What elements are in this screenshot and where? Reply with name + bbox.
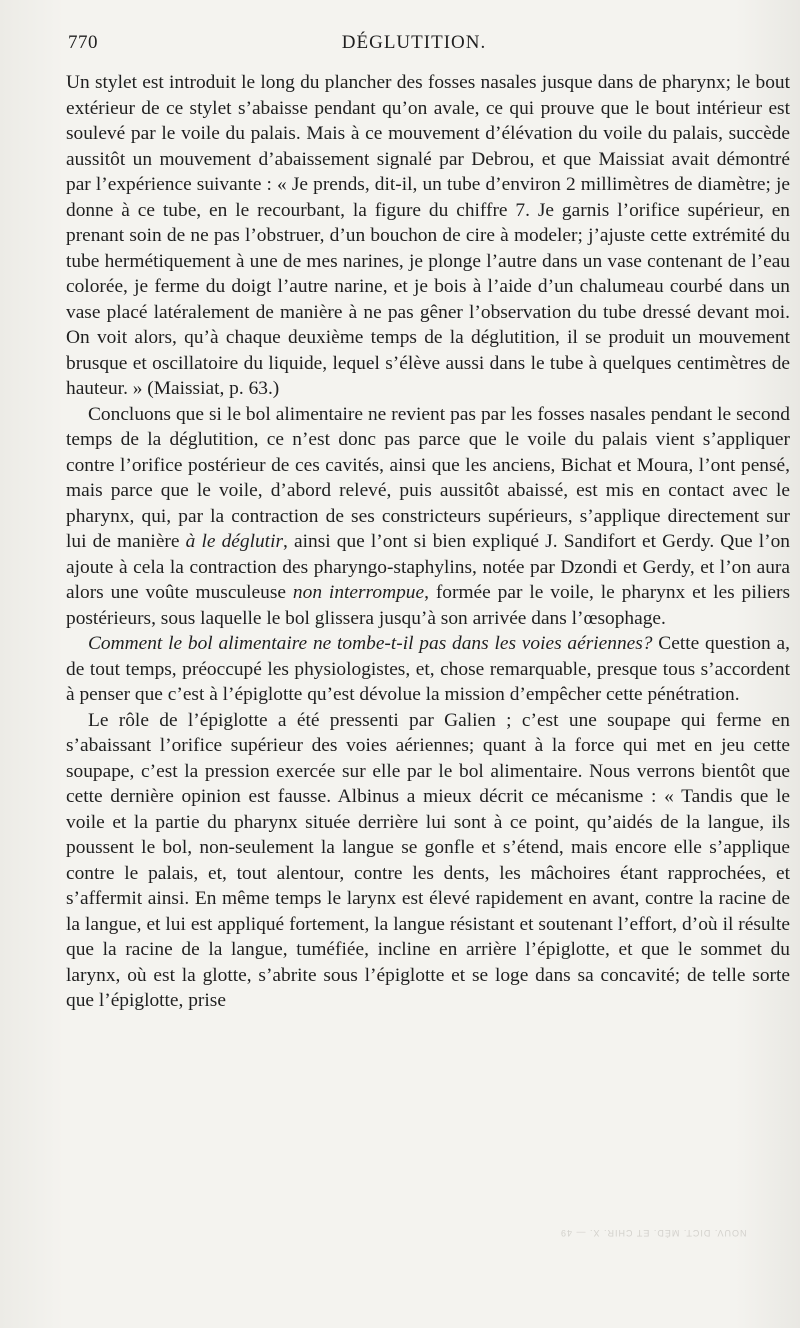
page-number: 770 <box>68 32 98 53</box>
paragraph-3 <box>66 631 790 708</box>
paragraph-4 <box>66 708 790 1014</box>
paragraph-2-italic-b: non interrompue <box>292 582 425 603</box>
paragraph-3-text: Cette question a, de tout temps, préoccupé les physiologistes, et, chose remarquable, presque tous s’accordent à penser que c’est à l’épiglotte qu’est dévolue la mission d’empêcher cette pénétration. <box>66 633 790 705</box>
paragraph-1-text: Un stylet est introduit le long du plancher des fosses nasales jusque dans de pharynx; le bout extérieur de ce stylet s’abaisse pendant qu’on avale, ce qui prouve que le bout intérieur est soulevé par le voile du palais. Mais à ce mouvement d’élévation du voile du palais, succède aussitôt un mouvement d’abaissement signalé par Debrou, et que Maissiat avait démontré par l’expérience suivante : « Je prends, dit-il, un tube d’environ 2 millimètres de diamètre; je donne à ce tube, en le recourbant, la figure du chiffre 7. Je garnis l’orifice supérieur, en prenant soin de ne pas l’obstruer, d’un bouchon de cire à modeler; j’ajuste cette extrémité du tube hermétiquement à une de mes narines, je plonge l’autre dans un vase contenant de l’eau colorée, je ferme du doigt l’autre narine, et je bois à l’aide d’un chalumeau courbé dans un vase placé latéralement de manière à ne pas gêner l’observation du tube dressé devant moi. On voit alors, qu’à chaque deuxième temps de la déglutition, il se produit un mouvement brusque et oscillatoire du liquide, lequel s’élève aussi dans le tube à quelques centimètres de hauteur. » (Maissiat, p. 63.) <box>66 72 790 399</box>
footer-bleed-through: NOUV. DICT. MÉD. ET CHIR. X. — 49 <box>560 1228 747 1238</box>
body-text <box>66 70 790 1014</box>
paragraph-2-text-a: Concluons que si le bol alimentaire ne revient pas par les fosses nasales pendant le second temps de la déglutition, ce n’est donc pas parce que le voile du palais vient s’appliquer contre l’orifice postérieur de ces cavités, ainsi que les anciens, Bichat et Moura, l’ont pensé, mais parce que le voile, d’abord relevé, puis aussitôt abaissé, est mis en contact avec le pharynx, qui, par la contraction de ses constricteurs supérieurs, s’applique directement sur lui de manière <box>66 403 790 552</box>
paragraph-2-text-b: , ainsi que l’ont si bien expliqué J. Sandifort et Gerdy. Que l’on ajoute à cela la contraction des pharyngo-staphylins, notée par Dzondi et Gerdy, et l’on aura alors une voûte musculeuse <box>66 531 790 603</box>
paragraph-2-text-c: , formée par le voile, le pharynx et les piliers postérieurs, sous laquelle le bol glissera jusqu’à son arrivée dans l’œsophage. <box>66 582 791 629</box>
paragraph-2 <box>66 402 790 632</box>
paragraph-1 <box>66 70 790 402</box>
paragraph-3-question: Comment le bol alimentaire ne tombe-t-il pas dans les voies aériennes? <box>88 633 653 654</box>
page-header <box>68 32 760 60</box>
paragraph-2-italic-a: à le déglutir <box>185 531 284 552</box>
paragraph-4-text: Le rôle de l’épiglotte a été pressenti par Galien ; c’est une soupape qui ferme en s’abaissant l’orifice supérieur des voies aériennes; quant à la force qui met en jeu cette soupape, c’est la pression exercée sur elle par le bol alimentaire. Nous verrons bientôt que cette dernière opinion est fausse. Albinus a mieux décrit ce mécanisme : « Tandis que le voile et la partie du pharynx située derrière lui sont à ce point, qu’aidés de la langue, ils poussent le bol, non-seulement la langue se gonfle et s’étend, mais encore elle s’applique contre le palais, et, tout alentour, contre les dents, les mâchoires étant rapprochées, et s’affermit ainsi. En même temps le larynx est élevé rapidement en avant, contre la racine de la langue, et lui est appliqué fortement, la langue résistant et soutenant l’effort, d’où il résulte que la racine de la langue, tuméfiée, incline en arrière l’épiglotte, et que le sommet du larynx, où est la glotte, s’abrite sous l’épiglotte et se loge dans sa concavité; de telle sorte que l’épiglotte, prise <box>66 709 790 1011</box>
running-title: DÉGLUTITION. <box>341 32 487 53</box>
